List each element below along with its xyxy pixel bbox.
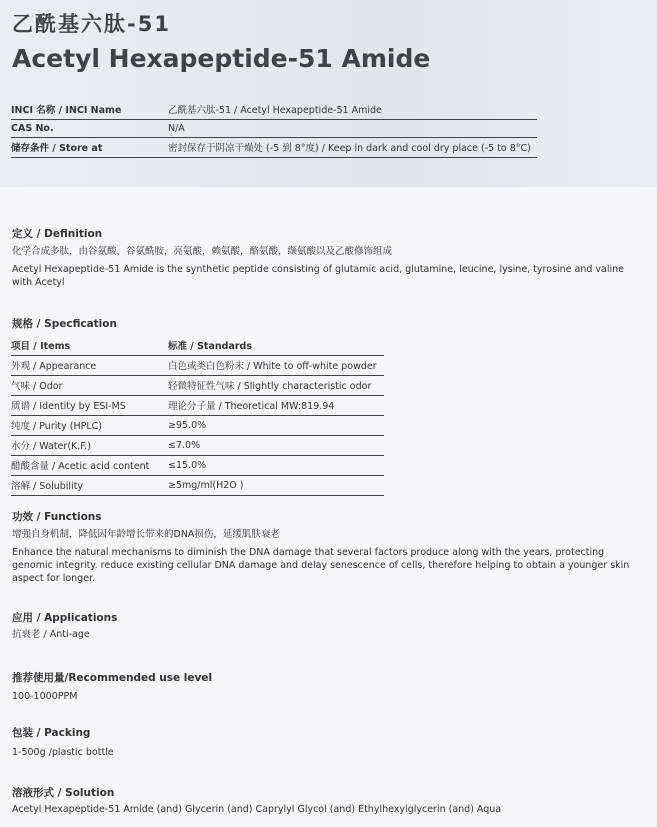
spec-item: 气味 / Odor xyxy=(11,376,168,396)
spec-item: 外观 / Appearance xyxy=(11,356,168,376)
definition-text-en: Acetyl Hexapeptide-51 Amide is the synthetic peptide consisting of glutamic acid, glutamine, leucine, lysine, tyrosine and valine with Acetyl xyxy=(12,264,625,288)
spec-item: 醋酸含量 / Acetic acid content xyxy=(11,456,168,476)
table-row xyxy=(11,456,384,476)
spec-item: 纯度 / Purity (HPLC) xyxy=(11,416,168,436)
spec-item: 水分 / Water(K.F.) xyxy=(11,436,168,456)
specification-table xyxy=(11,336,384,496)
specification-heading: 规格 / Specfication xyxy=(12,318,117,330)
table-row xyxy=(11,376,384,396)
packing-heading: 包装 / Packing xyxy=(12,727,91,739)
spec-standard: 理论分子量 / Theoretical MW:819.94 xyxy=(168,396,384,416)
applications-text: 抗衰老 / Anti-age xyxy=(12,629,90,640)
applications-heading: 应用 / Applications xyxy=(12,612,118,624)
info-row-cas xyxy=(11,120,537,138)
spec-header-standards: 标准 / Standards xyxy=(168,336,384,356)
definition-heading: 定义 / Definition xyxy=(12,228,103,240)
product-title-en: Acetyl Hexapeptide-51 Amide xyxy=(12,44,431,73)
spec-standard: ≥95.0% xyxy=(168,416,384,436)
info-value: 乙酰基六肽-51 / Acetyl Hexapeptide-51 Amide xyxy=(168,100,537,120)
spec-header-row xyxy=(11,336,384,356)
definition-text-cn: 化学合成多肽，由谷氨酸，谷氨酰胺，亮氨酸，赖氨酸，酪氨酸，缬氨酸以及乙酸修饰组成 xyxy=(12,246,393,257)
spec-item: 质谱 / Identity by ESI-MS xyxy=(11,396,168,416)
spec-item: 溶解 / Solubility xyxy=(11,476,168,496)
spec-standard: 轻微特征性气味 / Slightly characteristic odor xyxy=(168,376,384,396)
spec-standard: ≥5mg/ml(H2O ) xyxy=(168,476,384,496)
product-title-cn: 乙酰基六肽-51 xyxy=(12,12,171,36)
solution-text: Acetyl Hexapeptide-51 Amide (and) Glycerin (and) Caprylyl Glycol (and) Ethylhexylglycerin (and) Aqua xyxy=(12,804,502,815)
use-level-heading: 推荐使用量/Recommended use level xyxy=(12,672,213,684)
info-key: 储存条件 / Store at xyxy=(11,138,168,158)
functions-text-en: Enhance the natural mechanisms to diminish the DNA damage that several factors produce along with the years, protecting genomic integrity. reduce existing cellular DNA damage and delay senescence of cells, therefore helping to obtain a younger skin aspect for longer. xyxy=(12,547,630,584)
info-row-storage xyxy=(11,138,537,158)
spec-standard: ≤7.0% xyxy=(168,436,384,456)
info-row-inci xyxy=(11,100,537,120)
functions-heading: 功效 / Functions xyxy=(12,511,102,523)
table-row xyxy=(11,476,384,496)
spec-standard: ≤15.0% xyxy=(168,456,384,476)
info-key: CAS No. xyxy=(11,120,168,138)
info-value: N/A xyxy=(168,120,537,138)
info-value: 密封保存于阴凉干燥处 (-5 到 8°度) / Keep in dark and cool dry place (-5 to 8°C) xyxy=(168,138,537,158)
table-row xyxy=(11,396,384,416)
spec-standard: 白色或类白色粉末 / White to off-white powder xyxy=(168,356,384,376)
table-row xyxy=(11,436,384,456)
solution-heading: 溶液形式 / Solution xyxy=(12,787,115,799)
spec-header-items: 项目 / Items xyxy=(11,336,168,356)
product-info-table xyxy=(11,100,537,158)
table-row xyxy=(11,416,384,436)
info-key: INCI 名称 / INCI Name xyxy=(11,100,168,120)
functions-text-cn: 增强自身机制，降低因年龄增长带来的DNA损伤，延缓肌肤衰老 xyxy=(12,529,280,540)
packing-text: 1-500g /plastic bottle xyxy=(12,747,114,758)
use-level-text: 100-1000PPM xyxy=(12,691,78,702)
table-row xyxy=(11,356,384,376)
